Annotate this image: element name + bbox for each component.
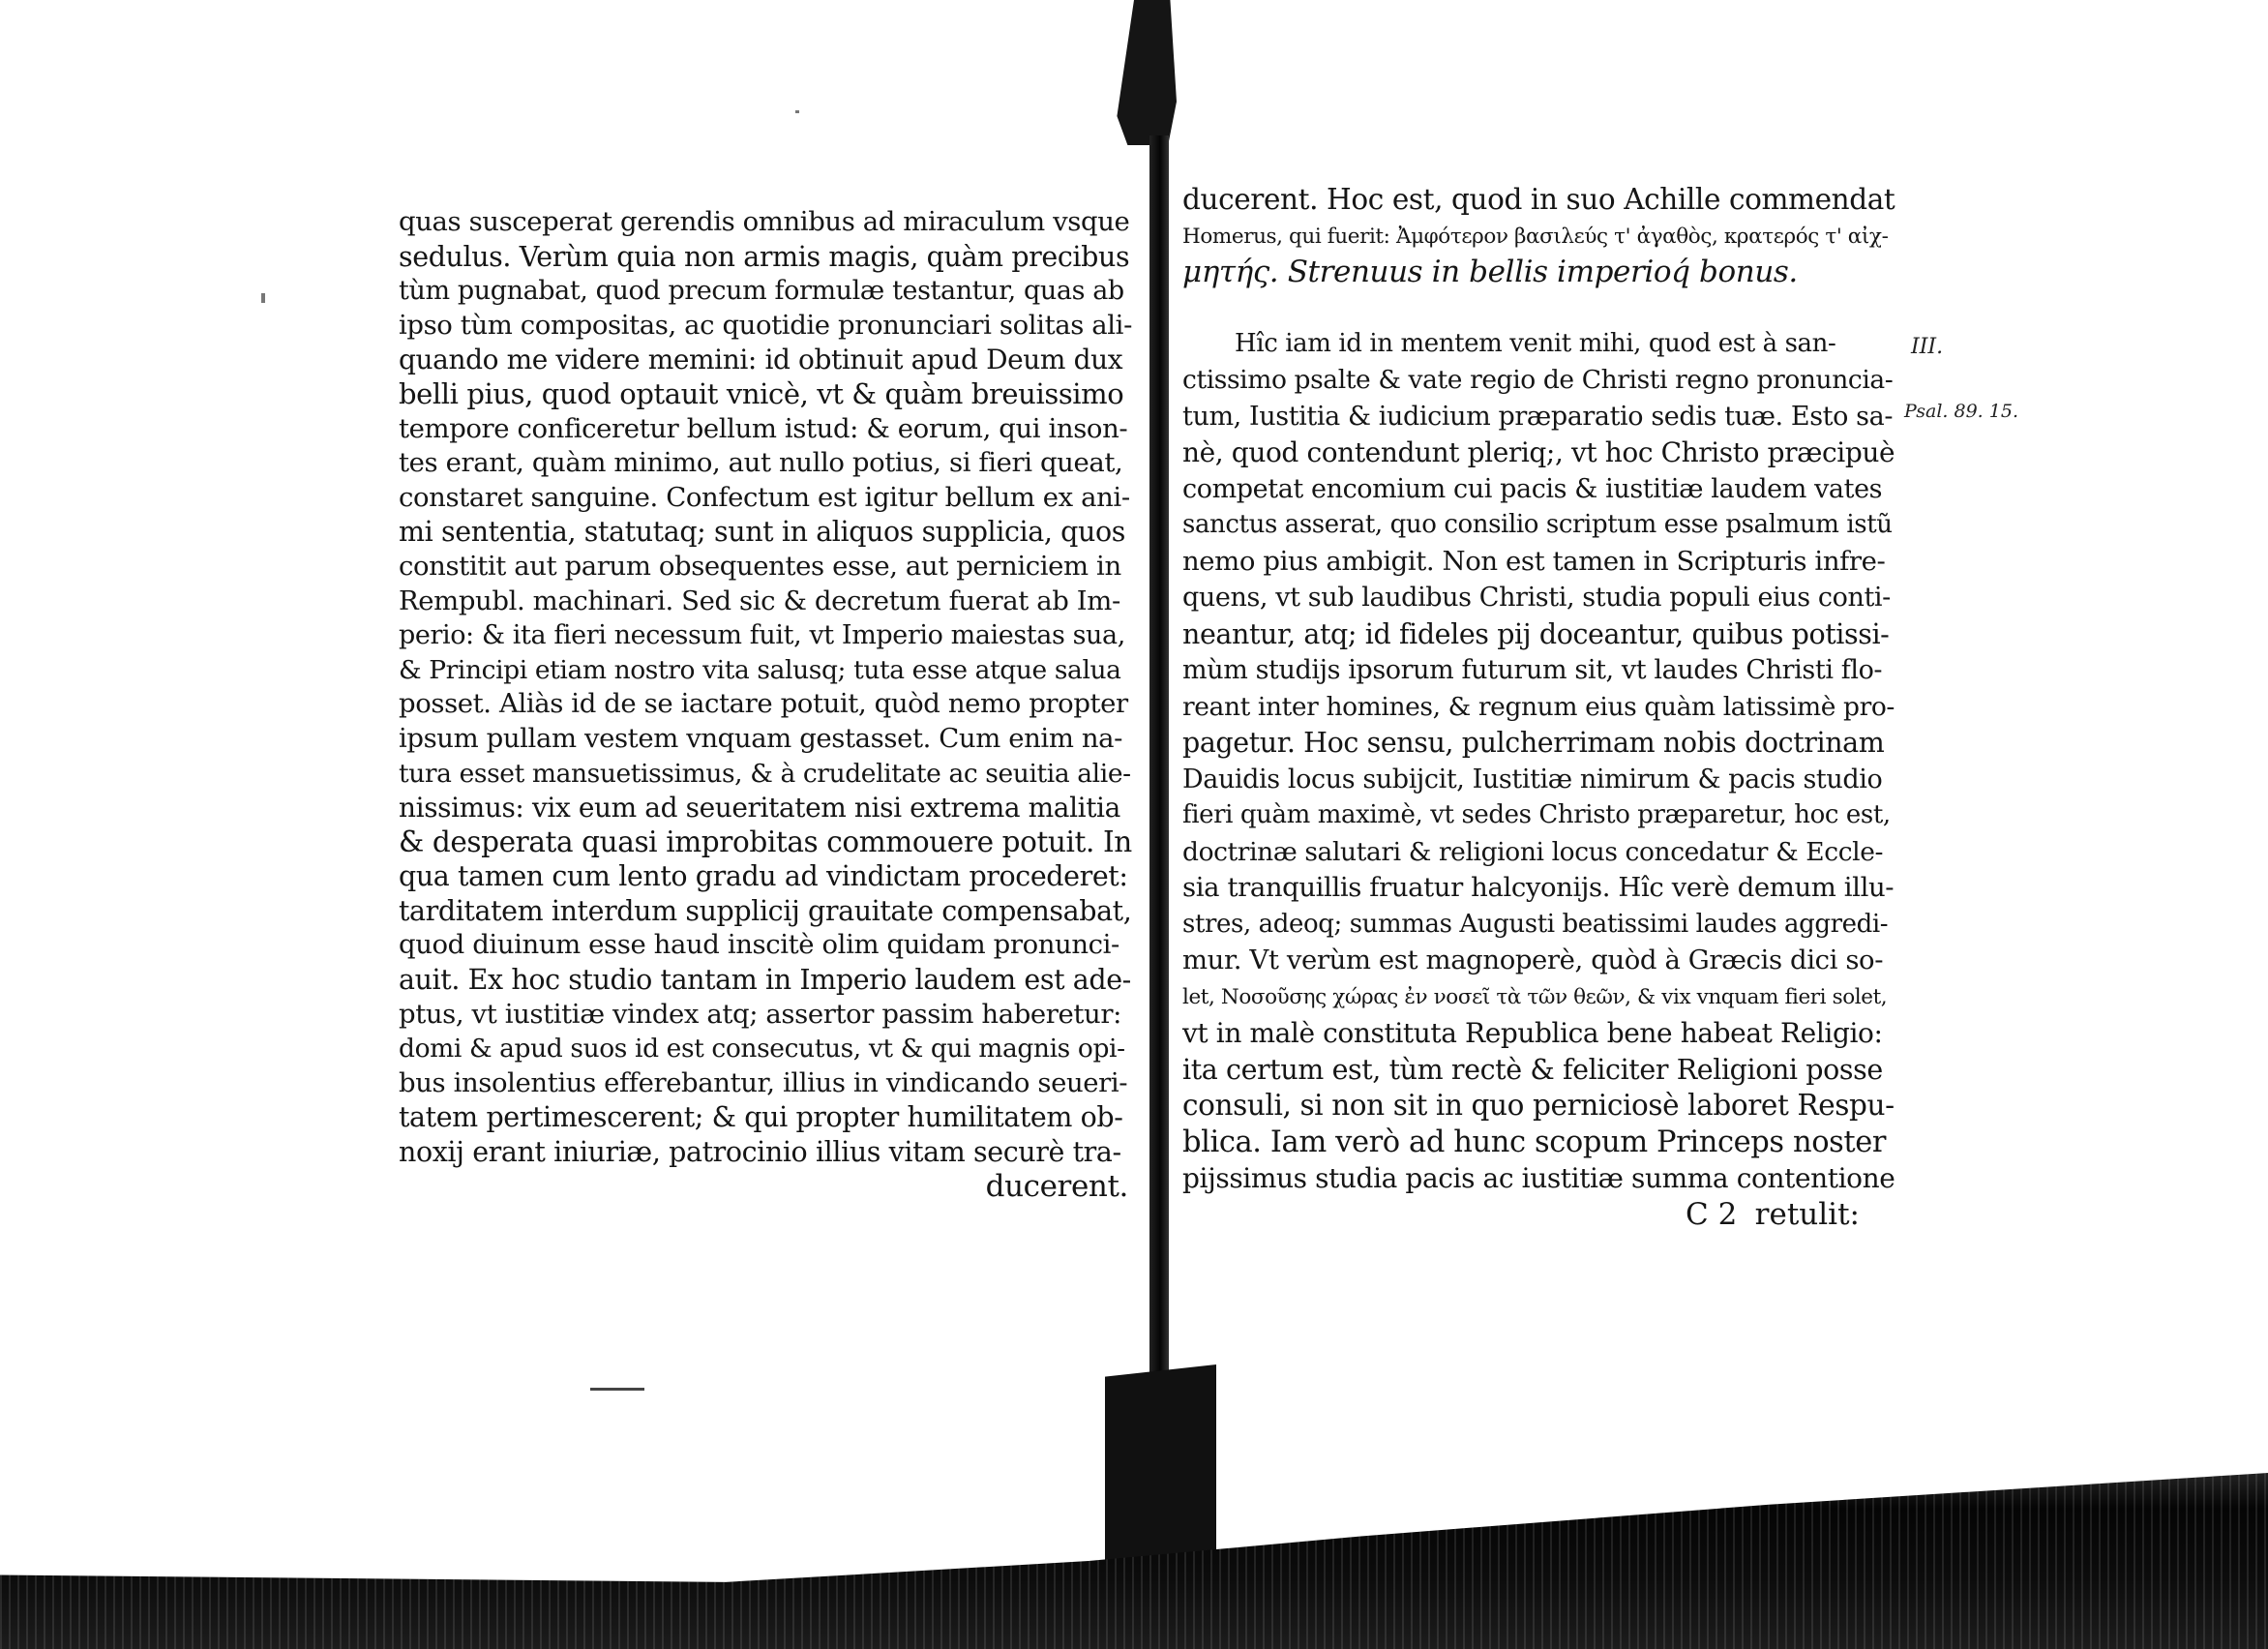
text-line: ducerent. Hoc est, quod in suo Achille commendat bbox=[1182, 183, 1895, 216]
page-footer bbox=[1182, 1197, 1898, 1233]
text-line: stres, adeoq; summas Augusti beatissimi laudes aggredi- bbox=[1182, 909, 1889, 939]
text-line: ipso tùm compositas, ac quotidie pronunciari solitas ali- bbox=[399, 309, 1132, 341]
catchword: ducerent. bbox=[985, 1168, 1128, 1204]
text-line: tempore conficeretur bellum istud: & eorum, qui inson- bbox=[399, 412, 1128, 444]
scan-speck bbox=[590, 1388, 644, 1391]
text-line: pagetur. Hoc sensu, pulcherrimam nobis doctrinam bbox=[1182, 727, 1885, 759]
signature-mark: C 2 bbox=[1686, 1196, 1738, 1232]
catchword: retulit: bbox=[1754, 1196, 1860, 1232]
text-line: doctrinæ salutari & religioni locus concedatur & Eccle- bbox=[1182, 836, 1884, 867]
text-line: mur. Vt verùm est magnoperè, quòd à Græcis dici so- bbox=[1182, 944, 1884, 975]
text-line: neantur, atq; id fideles pij doceantur, quibus potissi- bbox=[1182, 617, 1890, 650]
left-page bbox=[399, 205, 1136, 1204]
text-line: Rempubl. machinari. Sed sic & decretum fuerat ab Im- bbox=[399, 585, 1120, 616]
text-line: quas susceperat gerendis omnibus ad miraculum vsque bbox=[399, 206, 1130, 237]
scan-speck bbox=[261, 293, 265, 303]
text-line: tatem pertimescerent; & qui propter humilitatem ob- bbox=[399, 1101, 1123, 1134]
scan-speck bbox=[795, 110, 799, 113]
text-line: qua tamen cum lento gradu ad vindictam procederet: bbox=[399, 860, 1128, 893]
translation-line: μητής. Strenuus in bellis imperioq́ bonus. bbox=[1182, 255, 1798, 289]
greek-quotation-line: Homerus, qui fuerit: Ἀμφότερον βασιλεύς τ' ἀγαθὸς, κρατερός τ' αἰχ- bbox=[1182, 224, 1889, 249]
text-line: tura esset mansuetissimus, & à crudelitate ac seuitia alie- bbox=[399, 758, 1131, 789]
text-line: ita certum est, tùm rectè & feliciter Religioni posse bbox=[1182, 1053, 1883, 1086]
gutter-spine bbox=[1149, 135, 1169, 1384]
text-line: domi & apud suos id est consecutus, vt & qui magnis opi- bbox=[399, 1034, 1125, 1064]
gutter-shadow-bottom bbox=[1105, 1364, 1216, 1568]
text-line: noxij erant iniuriæ, patrocinio illius vitam securè tra- bbox=[399, 1136, 1121, 1169]
text-line: pijssimus studia pacis ac iustitiæ summa contentione bbox=[1182, 1162, 1895, 1194]
text-line: tarditatem interdum supplicij grauitate compensabat, bbox=[399, 894, 1132, 927]
margin-note-reference: Psal. 89. 15. bbox=[1904, 401, 2018, 422]
text-line: posset. Aliàs id de se iactare potuit, quòd nemo propter bbox=[399, 688, 1128, 720]
text-line: Hîc iam id in mentem venit mihi, quod est à san- bbox=[1235, 328, 1836, 358]
text-line: nè, quod contendunt pleriq;, vt hoc Christo præcipuè bbox=[1182, 436, 1895, 468]
text-line: constaret sanguine. Confectum est igitur bellum ex ani- bbox=[399, 481, 1130, 513]
text-line: mi sententia, statutaq; sunt in aliquos supplicia, quos bbox=[399, 516, 1125, 549]
text-line: & desperata quasi improbitas commouere potuit. In bbox=[399, 824, 1132, 858]
gutter-shadow-top bbox=[1113, 0, 1219, 145]
text-line: competat encomium cui pacis & iustitiæ laudem vates bbox=[1182, 473, 1883, 504]
text-line: tùm pugnabat, quod precum formulæ testantur, quas ab bbox=[399, 276, 1124, 307]
text-line: Dauidis locus subijcit, Iustitiæ nimirum & pacis studio bbox=[1182, 764, 1883, 795]
text-line: nissimus: vix eum ad seueritatem nisi extrema malitia bbox=[399, 792, 1120, 824]
text-line: let, Νοσοῦσης χώρας ἐν νοσεῖ τὰ τῶν θεῶν, & vix vnquam fieri solet, bbox=[1182, 984, 1888, 1009]
text-line: constitit aut parum obsequentes esse, aut perniciem in bbox=[399, 550, 1121, 582]
text-line: blica. Iam verò ad hunc scopum Princeps noster bbox=[1182, 1124, 1887, 1159]
text-line: ptus, vt iustitiæ vindex atq; assertor passim haberetur: bbox=[399, 998, 1121, 1030]
text-line: nemo pius ambigit. Non est tamen in Scripturis infre- bbox=[1182, 545, 1886, 577]
text-line: ctissimo psalte & vate regio de Christi regno pronuncia- bbox=[1182, 365, 1894, 395]
text-line: perio: & ita fieri necessum fuit, vt Imperio maiestas sua, bbox=[399, 620, 1125, 651]
text-line: belli pius, quod optauit vnicè, vt & quàm breuissimo bbox=[399, 376, 1124, 410]
text-line: bus insolentius efferebantur, illius in vindicando seueri- bbox=[399, 1066, 1128, 1098]
text-line: & Principi etiam nostro vita salusq; tuta esse atque salua bbox=[399, 654, 1121, 685]
text-line: quando me videre memini: id obtinuit apud Deum dux bbox=[399, 344, 1123, 376]
text-line: tes erant, quàm minimo, aut nullo potius, si fieri queat, bbox=[399, 447, 1123, 479]
text-line: consuli, si non sit in quo perniciosè laboret Respu- bbox=[1182, 1089, 1895, 1122]
text-line: fieri quàm maximè, vt sedes Christo præparetur, hoc est, bbox=[1182, 800, 1891, 829]
text-line: quod diuinum esse haud inscitè olim quidam pronunci- bbox=[399, 929, 1119, 961]
text-line: quens, vt sub laudibus Christi, studia populi eius conti- bbox=[1182, 583, 1891, 613]
text-line: ipsum pullam vestem vnquam gestasset. Cum enim na- bbox=[399, 722, 1123, 754]
text-line: tum, Iustitia & iudicium præparatio sedis tuæ. Esto sa- bbox=[1182, 401, 1894, 432]
margin-note-numeral: III. bbox=[1911, 335, 1944, 359]
text-line: vt in malè constituta Republica bene habeat Religio: bbox=[1182, 1017, 1883, 1049]
text-line: mùm studijs ipsorum futurum sit, vt laudes Christi flo- bbox=[1182, 655, 1883, 685]
right-page bbox=[1182, 182, 1898, 1233]
text-line: sanctus asserat, quo consilio scriptum esse psalmum istũ bbox=[1182, 510, 1893, 539]
text-line: reant inter homines, & regnum eius quàm latissimè pro- bbox=[1182, 691, 1895, 722]
text-line: auit. Ex hoc studio tantam in Imperio laudem est ade- bbox=[399, 964, 1131, 997]
text-line: sia tranquillis fruatur halcyonijs. Hîc verè demum illu- bbox=[1182, 872, 1895, 903]
text-line: sedulus. Verùm quia non armis magis, quàm precibus bbox=[399, 240, 1130, 273]
